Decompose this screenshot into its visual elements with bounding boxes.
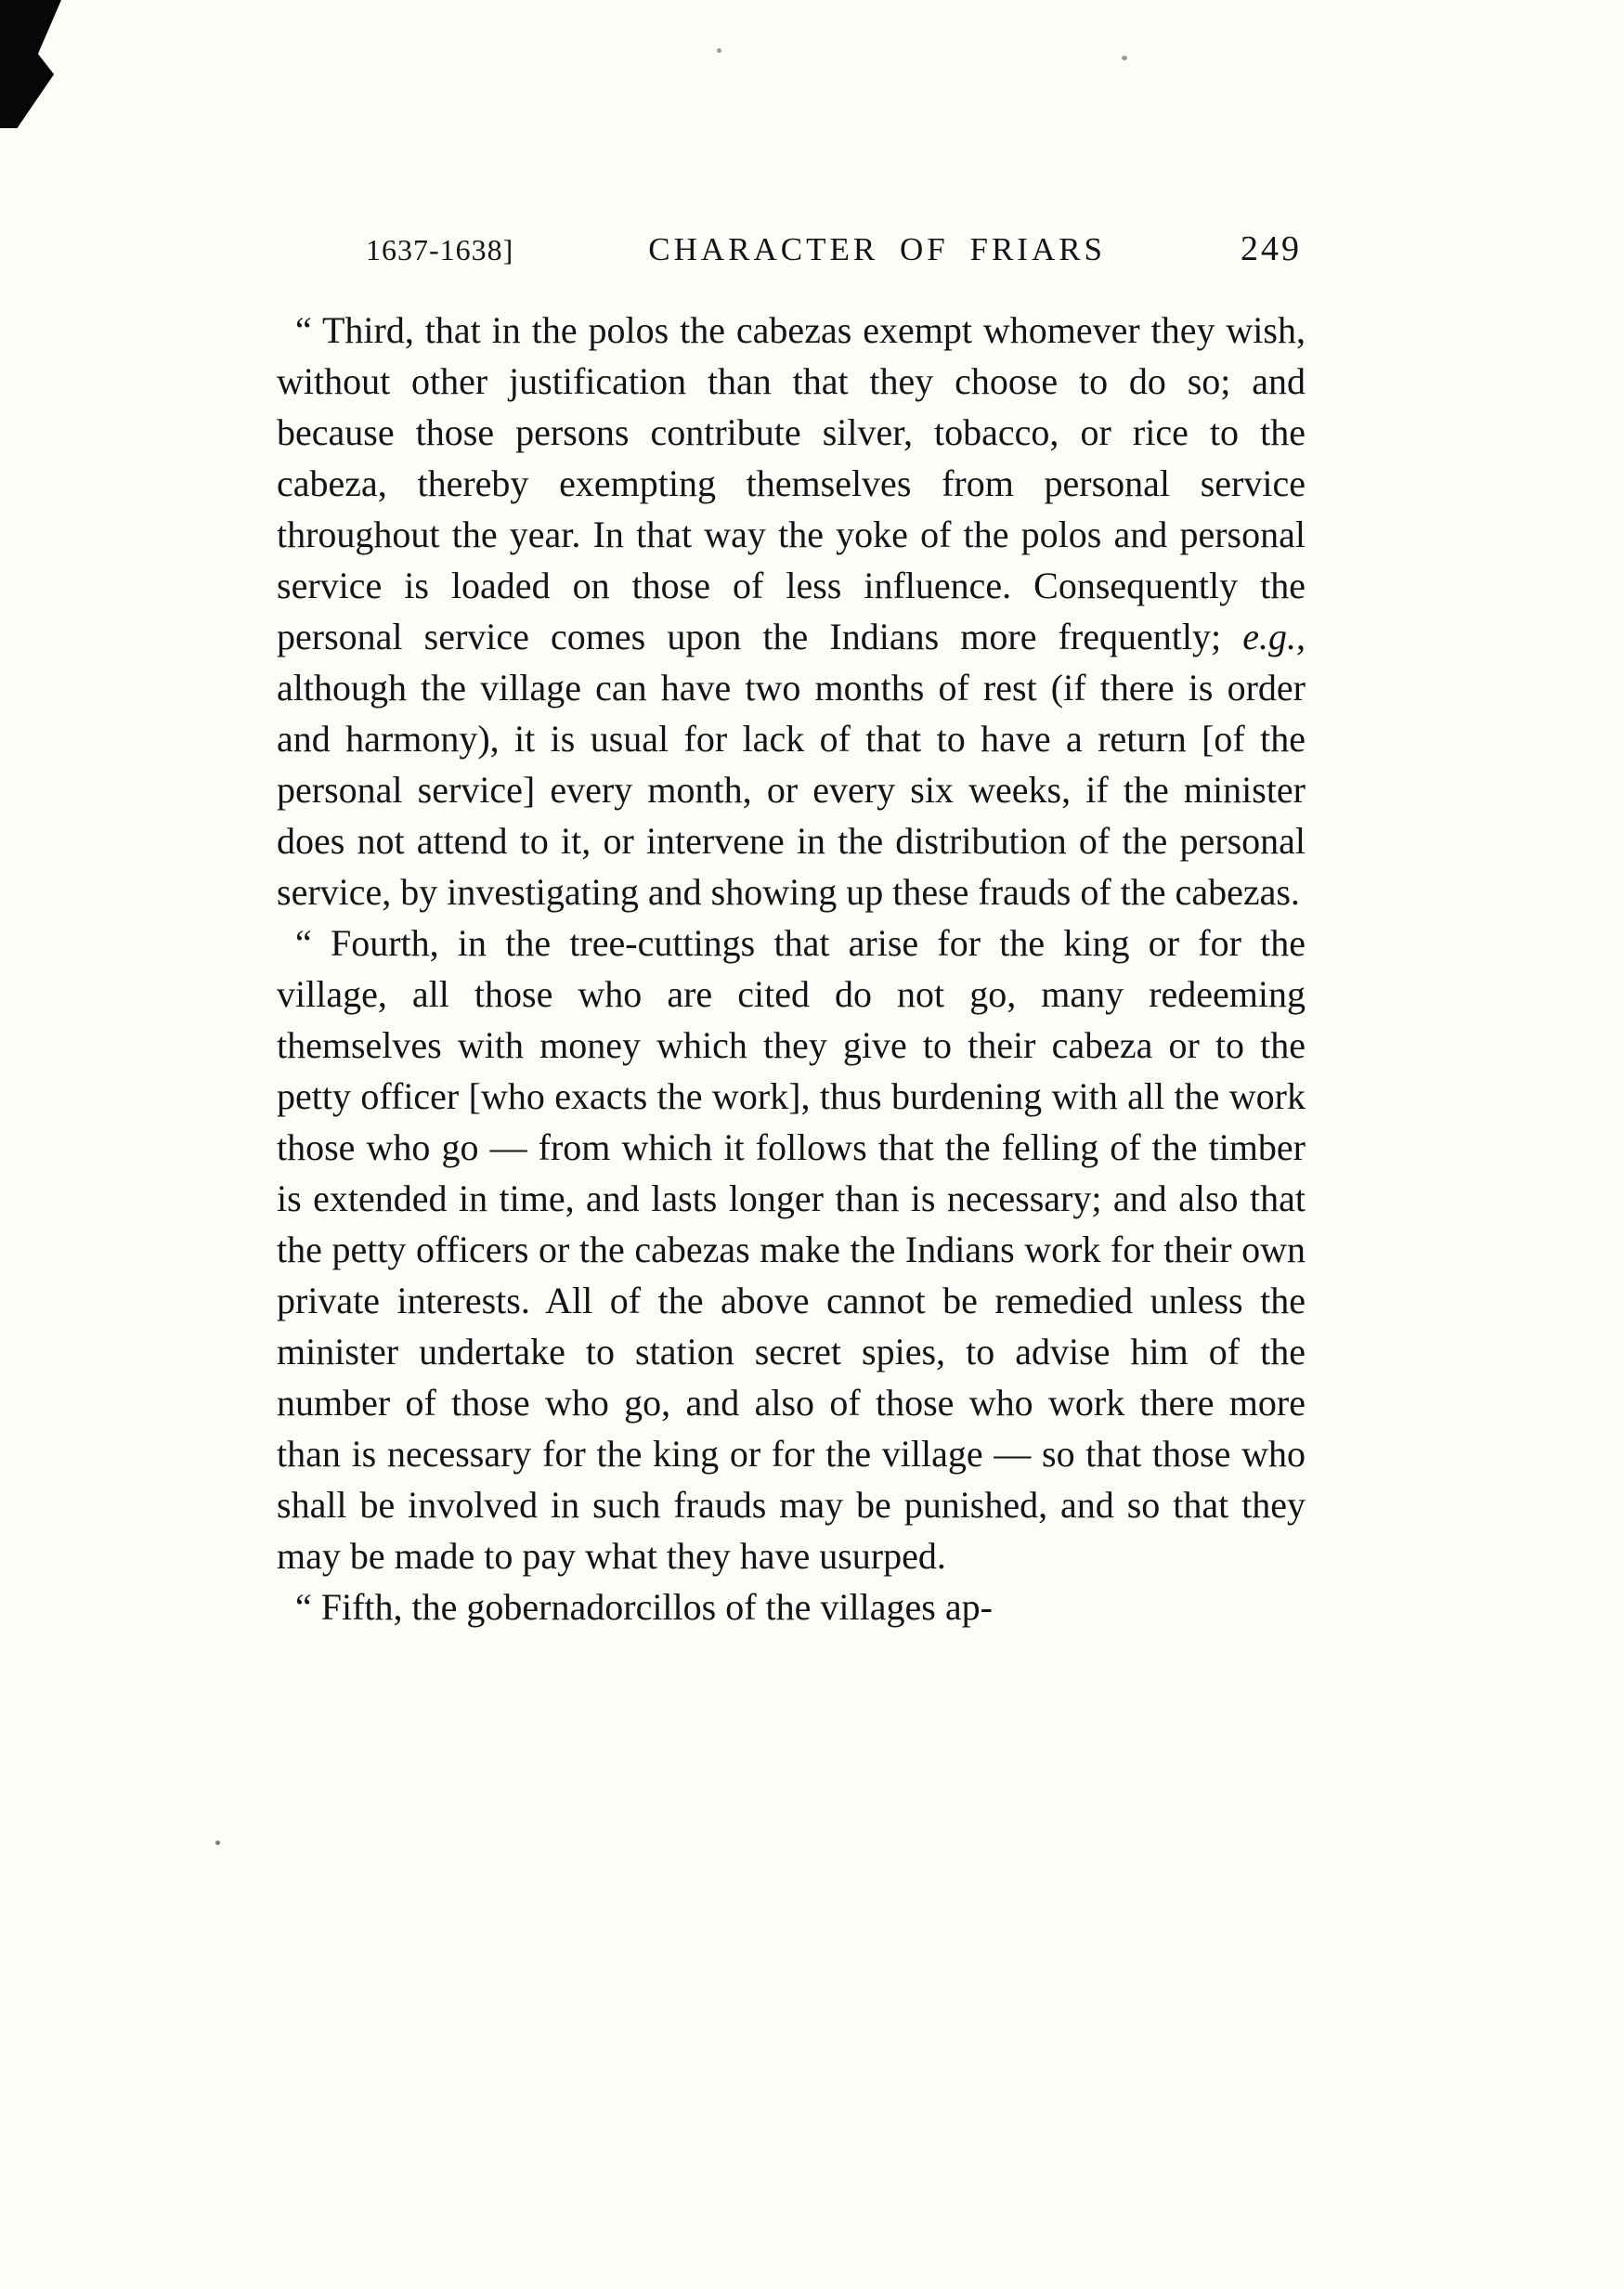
body-text: [277, 305, 1306, 1632]
page-content: [277, 228, 1306, 1632]
scan-corner-artifact: [0, 0, 61, 128]
paragraph-third-text-continued: although the village can have two months of rest (if there is order and harmony), it is usual for lack of that to have a return [of the personal service] every month, or every six weeks, if the minister does not attend to it, or intervene in the distribution of the personal service, by investigating and showing up these frauds of the cabezas.: [277, 667, 1306, 913]
header-title: CHARACTER OF FRIARS: [648, 231, 1107, 267]
paragraph-fourth: “ Fourth, in the tree-cuttings that arise for the king or for the village, all those who are cited do not go, many redeeming themselves with money which they give to their cabeza or to the petty officer [who exacts the work], thus burdening with all the work those who go — from which it follows that the felling of the timber is extended in time, and lasts longer than is necessary; and also that the petty officers or the cabezas make the Indians work for their own private interests. All of the above cannot be remedied unless the minister undertake to station secret spies, to advise him of the number of those who go, and also of those who work there more than is necessary for the king or for the village — so that those who shall be involved in such frauds may be punished, and so that they may be made to pay what they have usurped.: [277, 922, 1306, 1577]
scan-speck: [717, 48, 721, 53]
running-header: [277, 228, 1306, 269]
scan-speck: [215, 1840, 220, 1845]
paragraph-third-italic-abbreviation: e.g.,: [1242, 616, 1306, 657]
paragraph-third-text: “ Third, that in the polos the cabezas exempt whomever they wish, without other justification than that they choose to do so; and because those persons contribute silver, tobacco, or rice to the cabeza, thereby exempting themselves from personal service throughout the year. In that way the yoke of the polos and personal service is loaded on those of less influence. Consequently the personal service comes upon the Indians more frequently;: [277, 309, 1306, 657]
scan-speck: [1122, 56, 1127, 60]
paragraph-fifth: “ Fifth, the gobernadorcillos of the villages ap-: [295, 1586, 993, 1628]
paragraph-third: [277, 305, 1306, 917]
page-number: 249: [1241, 229, 1302, 268]
header-date-range: 1637-1638]: [366, 233, 514, 267]
